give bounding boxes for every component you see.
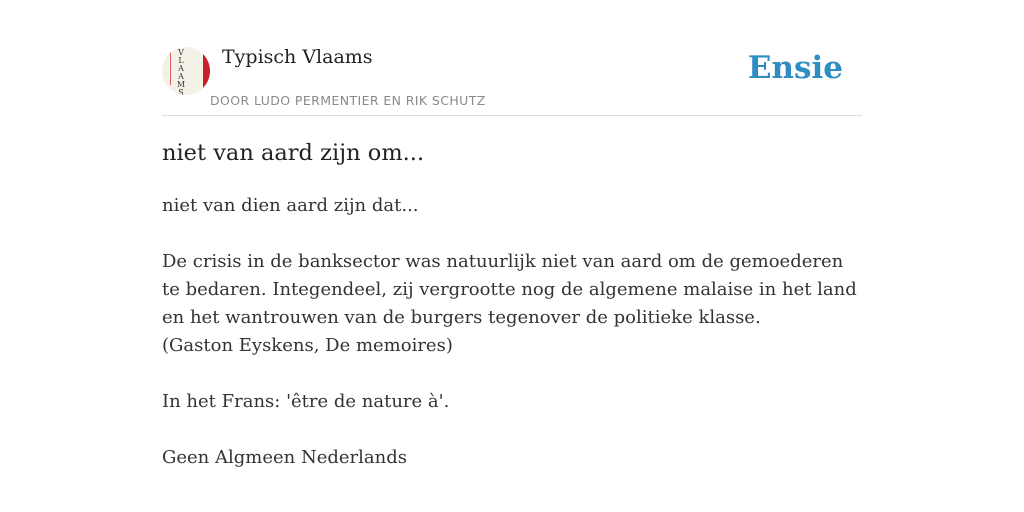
logo-red-stripe — [203, 47, 210, 95]
ensie-logo[interactable]: Ensie — [747, 50, 843, 86]
entry-note: Geen Algmeen Nederlands — [162, 447, 407, 468]
page-container — [162, 0, 862, 468]
book-title[interactable]: Typisch Vlaams — [222, 46, 373, 68]
header — [162, 0, 862, 116]
logo-letters: V L A A M S — [176, 48, 186, 95]
book-cover-logo[interactable] — [162, 47, 210, 95]
entry-body — [162, 192, 862, 472]
entry-french: In het Frans: 'être de nature à'. — [162, 391, 450, 412]
entry-variant: niet van dien aard zijn dat... — [162, 195, 419, 216]
book-authors: DOOR LUDO PERMENTIER EN RIK SCHUTZ — [210, 93, 486, 108]
logo-red-line — [170, 51, 171, 85]
entry-example: De crisis in de banksector was natuurlijk niet van aard om de gemoederen te bedaren. Integendeel, zij vergrootte nog de algemene malaise in het land en het wantrouwen van de burgers tegenover de politieke klasse. — [162, 251, 857, 328]
entry-title: niet van aard zijn om... — [162, 140, 425, 166]
entry-source: (Gaston Eyskens, De memoires) — [162, 335, 453, 356]
